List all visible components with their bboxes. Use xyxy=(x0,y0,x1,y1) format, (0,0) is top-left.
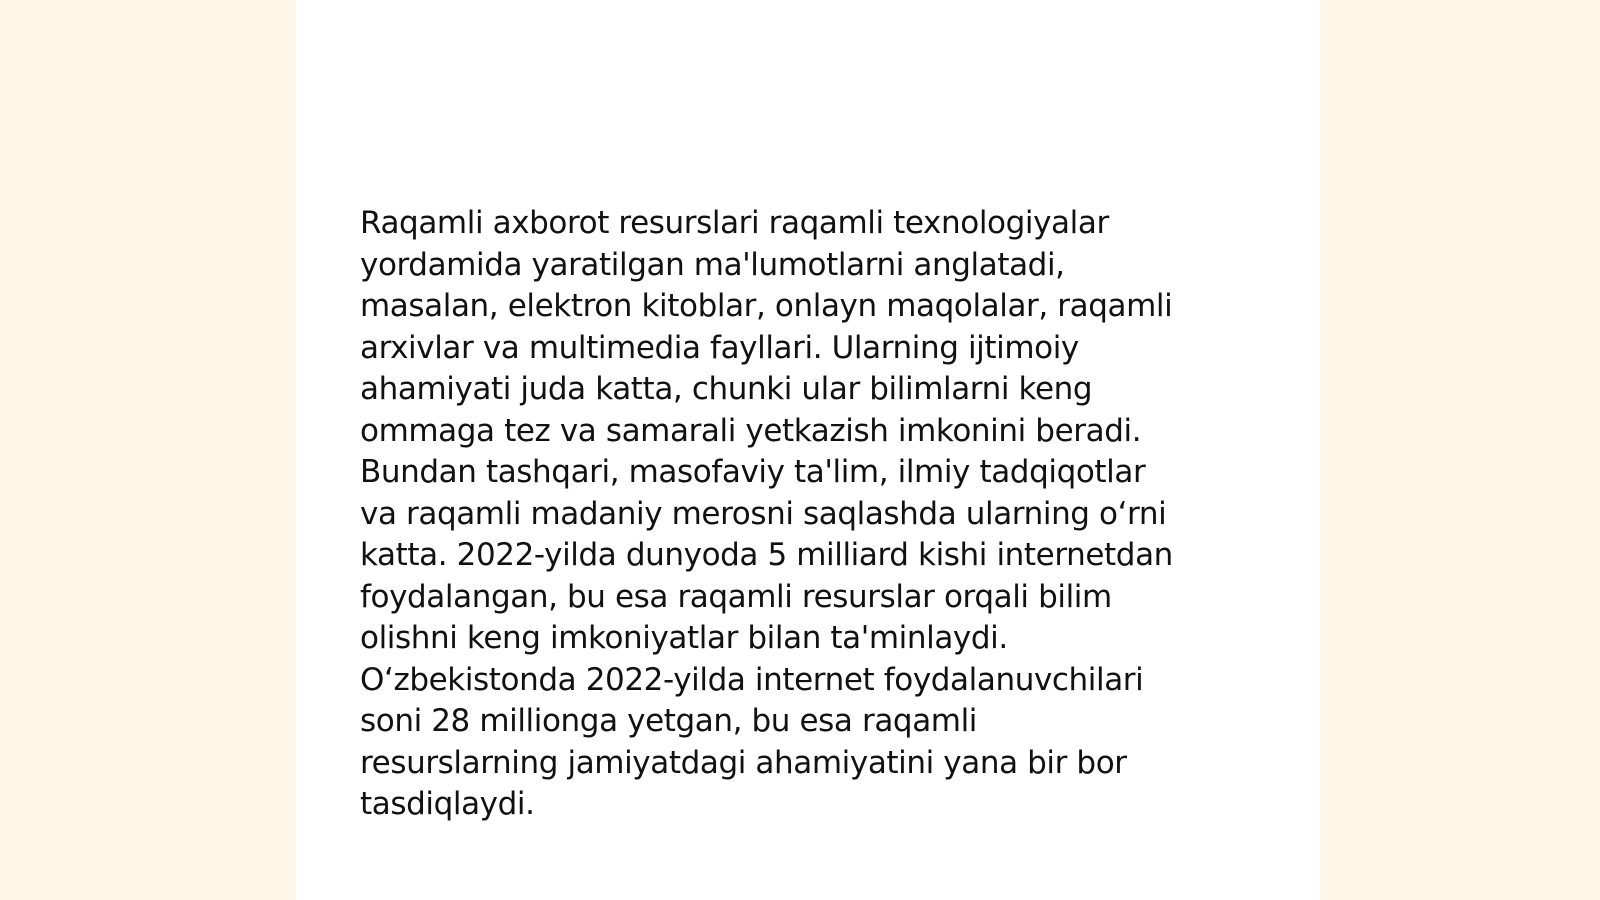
text-line: yordamida yaratilgan ma'lumotlarni anglatadi, xyxy=(360,246,1065,283)
text-line: katta. 2022-yilda dunyoda 5 milliard kishi internetdan xyxy=(360,537,1173,573)
text-line: resurslarning jamiyatdagi ahamiyatini yana bir bor xyxy=(360,744,1127,781)
text-line: foydalangan, bu esa raqamli resurslar orqali bilim xyxy=(360,578,1112,615)
text-line: Raqamli axborot resurslari raqamli texnologiyalar xyxy=(360,205,1109,241)
text-line: arxivlar va multimedia fayllari. Ularning ijtimoiy xyxy=(360,329,1079,366)
text-line: tasdiqlaydi. xyxy=(360,786,535,822)
text-line: olishni keng imkoniyatlar bilan ta'minlaydi. xyxy=(360,620,1008,656)
document-page xyxy=(296,0,1320,900)
text-line: soni 28 millionga yetgan, bu esa raqamli xyxy=(360,703,978,739)
text-line: ommaga tez va samarali yetkazish imkonini beradi. xyxy=(360,412,1142,449)
text-line: masalan, elektron kitoblar, onlayn maqolalar, raqamli xyxy=(360,288,1173,324)
text-line: va raqamli madaniy merosni saqlashda ularning o‘rni xyxy=(360,495,1167,532)
body-paragraph xyxy=(360,203,1240,826)
text-line: ahamiyati juda katta, chunki ular bilimlarni keng xyxy=(360,371,1093,407)
right-margin xyxy=(1320,0,1600,900)
text-line: O‘zbekistonda 2022-yilda internet foydalanuvchilari xyxy=(360,661,1144,698)
left-margin xyxy=(0,0,296,900)
text-line: Bundan tashqari, masofaviy ta'lim, ilmiy tadqiqotlar xyxy=(360,454,1146,490)
